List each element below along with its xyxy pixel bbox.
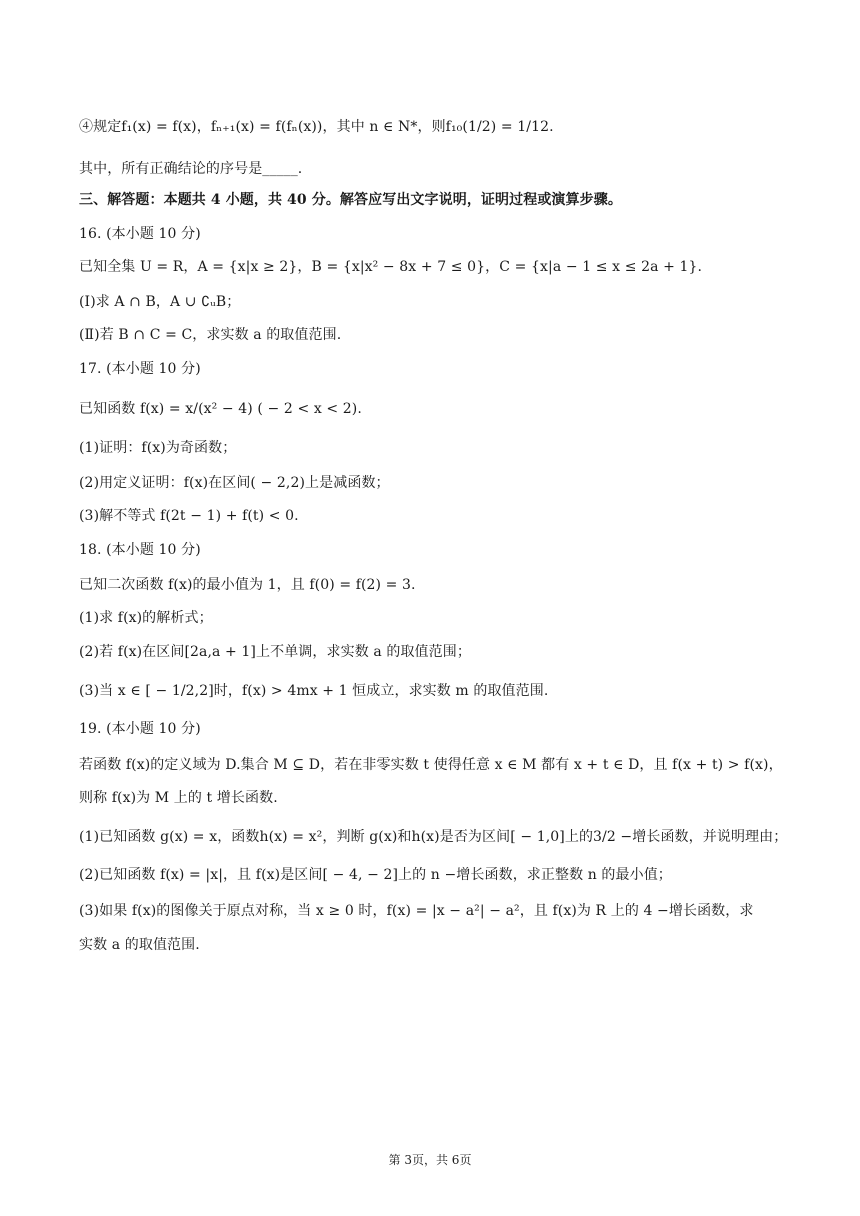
q18-part-2: (2)若 f(x)在区间[2a,a + 1]上不单调，求实数 a 的取值范围； (79, 644, 471, 660)
q17-stem: 已知函数 f(x) = x/(x² − 4) ( − 2 < x < 2). (79, 401, 362, 417)
q18-header: 18. (本小题 10 分) (79, 542, 201, 558)
q16-part-2: (Ⅱ)若 B ∩ C = C，求实数 a 的取值范围. (79, 327, 342, 343)
q18-part-1: (1)求 f(x)的解析式； (79, 610, 213, 626)
q17-header: 17. (本小题 10 分) (79, 361, 201, 377)
q17-part-2: (2)用定义证明：f(x)在区间( − 2,2)上是减函数； (79, 475, 390, 491)
q19-stem-line-1: 若函数 f(x)的定义域为 D.集合 M ⊆ D，若在非零实数 t 使得任意 x ∈ M 都有 x + t ∈ D，且 f(x + t) > f(x)， (79, 757, 783, 773)
section-heading: 三、解答题：本题共 4 小题，共 40 分。解答应写出文字说明，证明过程或演算步骤。 (79, 192, 622, 208)
q18-stem: 已知二次函数 f(x)的最小值为 1，且 f(0) = f(2) = 3. (79, 577, 416, 593)
q17-part-3: (3)解不等式 f(2t − 1) + f(t) < 0. (79, 508, 299, 524)
q19-header: 19. (本小题 10 分) (79, 721, 201, 737)
fill-blank-question: 其中，所有正确结论的序号是_____. (79, 161, 303, 177)
item-4-statement: ④规定f₁(x) = f(x)，fₙ₊₁(x) = f(fₙ(x))，其中 n ∈ N*，则f₁₀(1/2) = 1/12. (79, 119, 554, 135)
q16-header: 16. (本小题 10 分) (79, 226, 201, 242)
q19-part-3-line-2: 实数 a 的取值范围. (79, 937, 200, 953)
q19-stem-line-2: 则称 f(x)为 M 上的 t 增长函数. (79, 790, 278, 806)
q18-part-3: (3)当 x ∈ [ − 1/2,2]时，f(x) > 4mx + 1 恒成立，求实数 m 的取值范围. (79, 683, 549, 699)
q16-stem: 已知全集 U = R，A = {x|x ≥ 2}，B = {x|x² − 8x + 7 ≤ 0}，C = {x|a − 1 ≤ x ≤ 2a + 1}. (79, 259, 703, 275)
page-footer: 第 3页，共 6页 (388, 1153, 472, 1167)
q19-part-1: (1)已知函数 g(x) = x，函数h(x) = x²，判断 g(x)和h(x)是否为区间[ − 1,0]上的3/2 −增长函数，并说明理由； (79, 829, 788, 845)
q17-part-1: (1)证明：f(x)为奇函数； (79, 440, 237, 456)
q19-part-3-line-1: (3)如果 f(x)的图像关于原点对称，当 x ≥ 0 时，f(x) = |x − a²| − a²，且 f(x)为 R 上的 4 −增长函数，求 (79, 903, 754, 919)
q16-part-1: (Ⅰ)求 A ∩ B，A ∪ ∁ᵤB； (79, 294, 241, 310)
q19-part-2: (2)已知函数 f(x) = |x|，且 f(x)是区间[ − 4, − 2]上的 n −增长函数，求正整数 n 的最小值； (79, 867, 672, 883)
